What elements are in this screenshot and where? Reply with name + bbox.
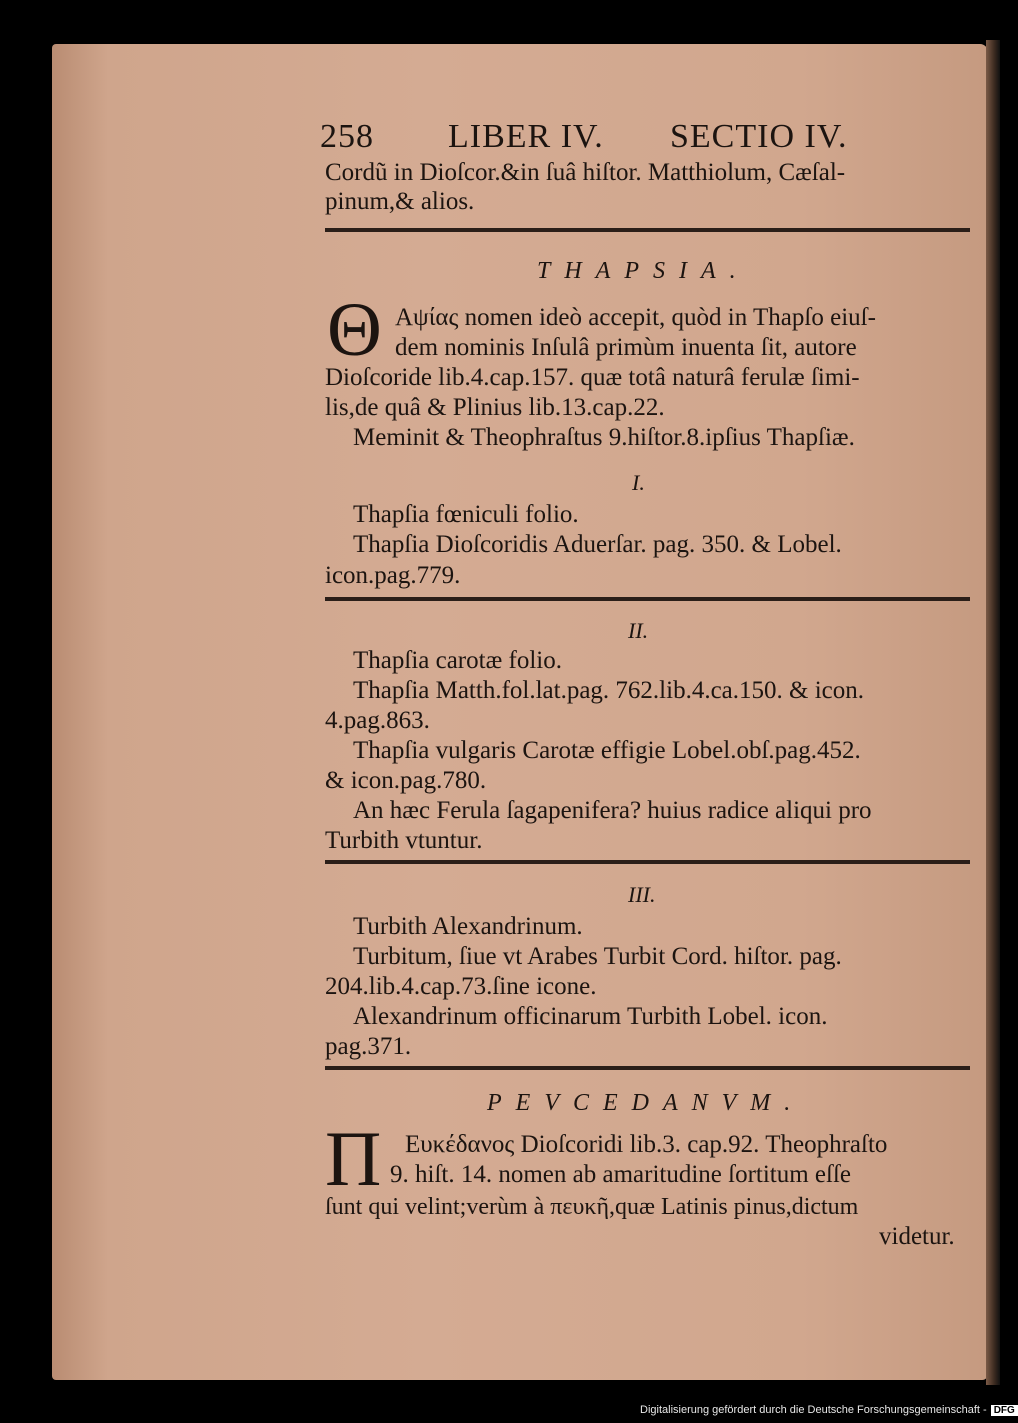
- page-number: 258: [320, 118, 374, 155]
- text-line: An hæc Ferula ſagapenifera? huius radice aliqui pro: [353, 797, 872, 824]
- drop-initial: Π: [325, 1115, 382, 1202]
- text-line: Meminit & Theophraſtus 9.hiſtor.8.ipſius Thapſiæ.: [353, 424, 855, 451]
- text-line: 204.lib.4.cap.73.ſine icone.: [325, 973, 597, 1000]
- text-line: & icon.pag.780.: [325, 767, 487, 794]
- digitization-footer: [640, 1404, 1018, 1416]
- text-line: Αψίας nomen ideò accepit, quòd in Thapſo eiuſ-: [395, 304, 876, 331]
- text-line: videtur.: [879, 1223, 955, 1250]
- text-line: lis,de quâ & Plinius lib.13.cap.22.: [325, 394, 665, 421]
- text-line: Thapſia carotæ folio.: [353, 647, 562, 674]
- text-line: Turbith vtuntur.: [325, 827, 483, 854]
- section-title: THAPSIA.: [537, 258, 750, 284]
- text-line: Alexandrinum officinarum Turbith Lobel. icon.: [353, 1003, 828, 1030]
- divider-rule: [325, 597, 970, 601]
- section-title: PEVCEDANVM.: [487, 1090, 805, 1116]
- divider-rule: [325, 860, 970, 864]
- drop-initial: Θ: [327, 288, 382, 372]
- text-line: Thapſia Matth.fol.lat.pag. 762.lib.4.ca.150. & icon.: [353, 677, 864, 704]
- text-line: ſunt qui velint;verùm à πευκῆ,quæ Latinis pinus,dictum: [325, 1194, 859, 1220]
- text-line: Dioſcoride lib.4.cap.157. quæ totâ naturâ ferulæ ſimi-: [325, 364, 860, 391]
- footer-text: Digitalisierung gefördert durch die Deutsche Forschungsgemeinschaft -: [640, 1404, 987, 1416]
- header-sectio: SECTIO IV.: [670, 118, 848, 155]
- text-line: Ευκέδανος Dioſcoridi lib.3. cap.92. Theophraſto: [405, 1131, 888, 1158]
- text-line: Cordũ in Dioſcor.&in ſuâ hiſtor. Matthiolum, Cæſal-: [325, 159, 846, 186]
- running-header: [320, 118, 980, 160]
- text-line: dem nominis Inſulâ primùm inuenta ſit, autore: [395, 334, 857, 361]
- text-line: Thapſia Dioſcoridis Aduerſar. pag. 350. & Lobel.: [353, 531, 842, 558]
- text-line: pinum,& alios.: [325, 188, 475, 215]
- header-liber: LIBER IV.: [448, 118, 604, 155]
- text-line: Thapſia fœniculi folio.: [353, 501, 579, 528]
- divider-rule: [325, 1066, 970, 1070]
- text-line: 9. hiſt. 14. nomen ab amaritudine ſortitum eſſe: [390, 1161, 852, 1188]
- text-line: Turbitum, ſiue vt Arabes Turbit Cord. hiſtor. pag.: [353, 943, 842, 970]
- divider-rule: [325, 228, 970, 232]
- page-edge-shadow: [986, 40, 1000, 1385]
- text-line: Turbith Alexandrinum.: [353, 913, 583, 940]
- text-line: Thapſia vulgaris Carotæ effigie Lobel.obſ.pag.452.: [353, 737, 861, 764]
- section-numeral: III.: [628, 882, 656, 907]
- section-numeral: I.: [632, 470, 645, 495]
- section-numeral: II.: [628, 618, 649, 643]
- text-line: icon.pag.779.: [325, 562, 461, 589]
- text-line: 4.pag.863.: [325, 707, 430, 734]
- text-line: pag.371.: [325, 1033, 412, 1060]
- dfg-logo: DFG: [991, 1405, 1018, 1416]
